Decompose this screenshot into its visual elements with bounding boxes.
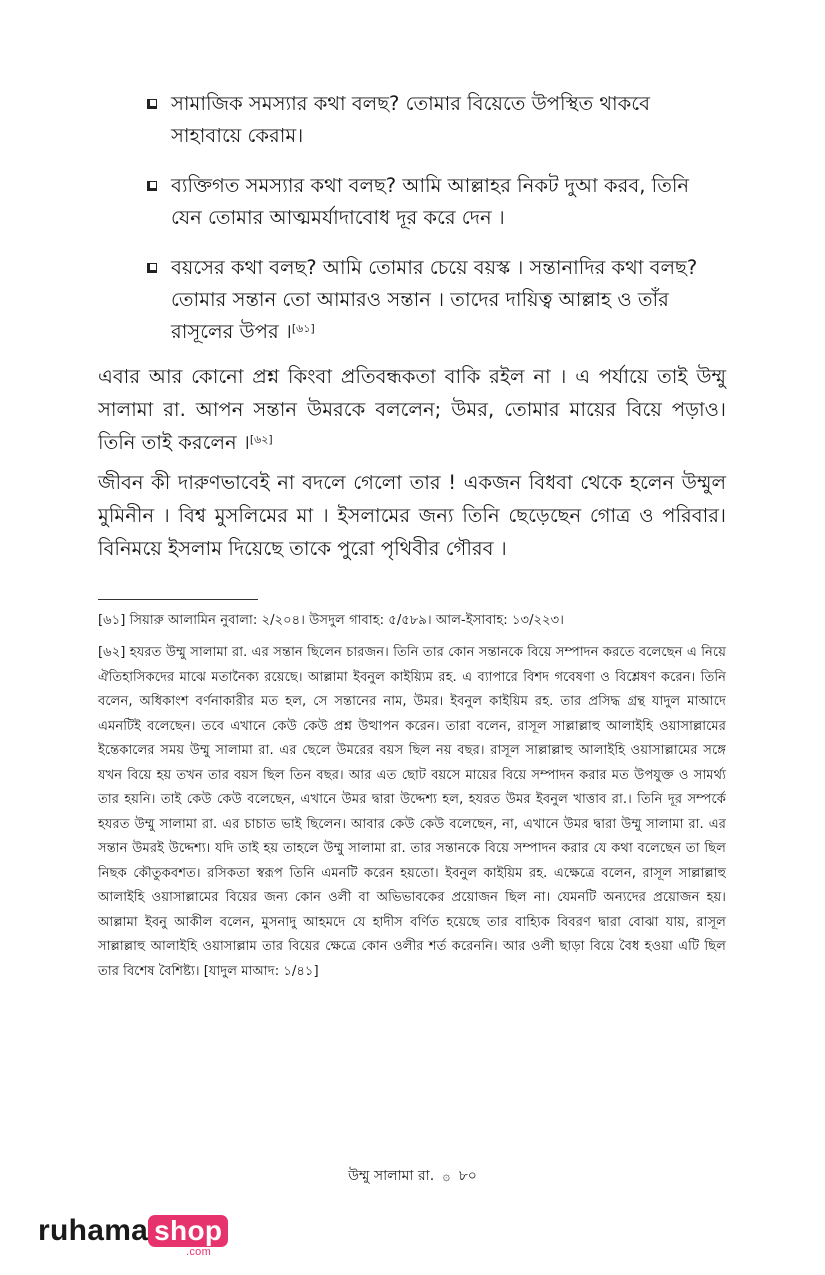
bullet-text: সামাজিক সমস্যার কথা বলছ? তোমার বিয়েতে উপস্থিত থাকবে সাহাবায়ে কেরাম।: [171, 92, 650, 147]
footnote-ref: [৬১]: [291, 322, 315, 335]
bullet-list: [145, 88, 725, 366]
logo-dotcom: .com: [186, 1246, 212, 1258]
bullet-item: [145, 252, 725, 348]
paragraph-text: জীবন কী দারুণভাবেই না বদলে গেলো তার ! একজন বিধবা থেকে হলেন উম্মুল মুমিনীন । বিশ্ব মুসলিমের মা । ইসলামের জন্য তিনি ছেড়েছেন গোত্র ও পরিবার। বিনিময়ে ইসলাম দিয়েছে তাকে পুরো পৃথিবীর গৌরব ।: [98, 471, 726, 560]
body-paragraph: [98, 466, 726, 565]
footnote: [৬২] হযরত উম্মু সালামা রা. এর সন্তান ছিলেন চারজন। তিনি তার কোন সন্তানকে বিয়ে সম্পাদন করতে বলেছেন এ নিয়ে ঐতিহাসিকদের মাঝে মতানৈক্য রয়েছে। আল্লামা ইবনুল কাইয়্যিম রহ. এ ব্যাপারে বিশদ গবেষণা ও বিশ্লেষণ করেন। তিনি বলেন, অধিকাংশ বর্ণনাকারীর মত হল, সে সন্তানের নাম, উমর। ইবনুল কাইয়িম রহ. তার প্রসিদ্ধ গ্রন্থ যাদুল মাআদে এমনটিই বলেছেন। তবে এখানে কেউ কেউ প্রশ্ন উত্থাপন করেন। তারা বলেন, রাসূল সাল্লাল্লাহু আলাইহি ওয়াসাল্লামের ইন্তেকালের সময় উম্মু সালামা রা. এর ছেলে উমরের বয়স ছিল নয় বছর। রাসূল সাল্লাল্লাহু আলাইহি ওয়াসাল্লামের সঙ্গে যখন বিয়ে হয় তখন তার বয়স ছিল তিন বছর। আর এত ছোট বয়সে মায়ের বিয়ে সম্পাদন করার মত উপযুক্ত ও সামর্থ্য তার হয়নি। তাই কেউ কেউ বলেছেন, এখানে উমর দ্বারা উদ্দেশ্য হল, হযরত উমর ইবনুল খাত্তাব রা.। তিনি দূর সম্পর্কে হযরত উম্মু সালামা রা. এর চাচাত ভাই ছিলেন। আবার কেউ কেউ বলেছেন, না, এখানে উমর দ্বারা উম্মু সালামা রা. এর সন্তান উমরই উদ্দেশ্য। যদি তাই হয় তাহলে উম্মু সালামা রা. তার সন্তানকে বিয়ে সম্পাদন করার যে কথা বলেছেন তা ছিল নিছক কৌতুকবশত। রসিকতা স্বরূপ তিনি এমনটি করেন হয়তো। ইবনুল কাইয়িম রহ. এক্ষেত্রে বলেন, রাসূল সাল্লাল্লাহু আলাইহি ওয়াসাল্লামের বিয়ের জন্য কোন ওলী বা অভিভাবকের প্রয়োজন ছিল না। যেমনটি অন্যদের প্রয়োজন হয়। আল্লামা ইবনু আকীল বলেন, মুসনাদু আহমদে যে হাদীস বর্ণিত হয়েছে তার বাহ্যিক বিবরণ দ্বারা বোঝা যায়, রাসূল সাল্লাল্লাহু আলাইহি ওয়াসাল্লাম তার বিয়ের ক্ষেত্রে কোন ওলীর শর্ত করেননি। আর ওলী ছাড়া বিয়ে বৈধ হওয়া এটি ছিল তার বিশেষ বৈশিষ্ট্য। [যাদুল মাআদ: ১/৪১]: [98, 645, 726, 979]
footnote: [৬১] সিয়ারু আলামিন নুবালা: ২/২০৪। উসদুল গাবাহ: ৫/৫৮৯। আল-ইসাবাহ: ১৩/২২৩।: [98, 613, 564, 628]
page-footer: [0, 1164, 825, 1188]
checkbox-bullet-icon: [147, 263, 157, 273]
ornament-icon: ۞: [442, 1169, 451, 1184]
paragraph-text: এবার আর কোনো প্রশ্ন কিংবা প্রতিবন্ধকতা বাকি রইল না । এ পর্যায়ে তাই উম্মু সালামা রা. আপন সন্তান উমরকে বললেন; উমর, তোমার মায়ের বিয়ে পড়াও। তিনি তাই করলেন ।: [98, 365, 726, 454]
logo-text: ruhama: [38, 1214, 149, 1247]
checkbox-bullet-icon: [147, 181, 157, 191]
footnote-ref: [৬২]: [249, 433, 273, 446]
bullet-text: ব্যক্তিগত সমস্যার কথা বলছ? আমি আল্লাহর নিকট দুআ করব, তিনি যেন তোমার আত্মমর্যাদাবোধ দূর করে দেন ।: [171, 174, 690, 229]
checkbox-bullet-icon: [147, 99, 157, 109]
logo-shop-badge: shop: [148, 1215, 228, 1247]
footnote-divider: [98, 599, 258, 600]
bullet-item: [145, 170, 725, 234]
body-paragraph: [98, 360, 726, 459]
running-title: উম্মু সালামা রা.: [348, 1168, 435, 1184]
bullet-item: [145, 88, 725, 152]
ruhamashop-logo: [38, 1214, 228, 1258]
bullet-text: বয়সের কথা বলছ? আমি তোমার চেয়ে বয়স্ক । সন্তানাদির কথা বলছ? তোমার সন্তান তো আমারও সন্তান । তাদের দায়িত্ব আল্লাহ ও তাঁর রাসূলের উপর ।: [171, 256, 698, 343]
page-number: ৮০: [458, 1168, 477, 1184]
